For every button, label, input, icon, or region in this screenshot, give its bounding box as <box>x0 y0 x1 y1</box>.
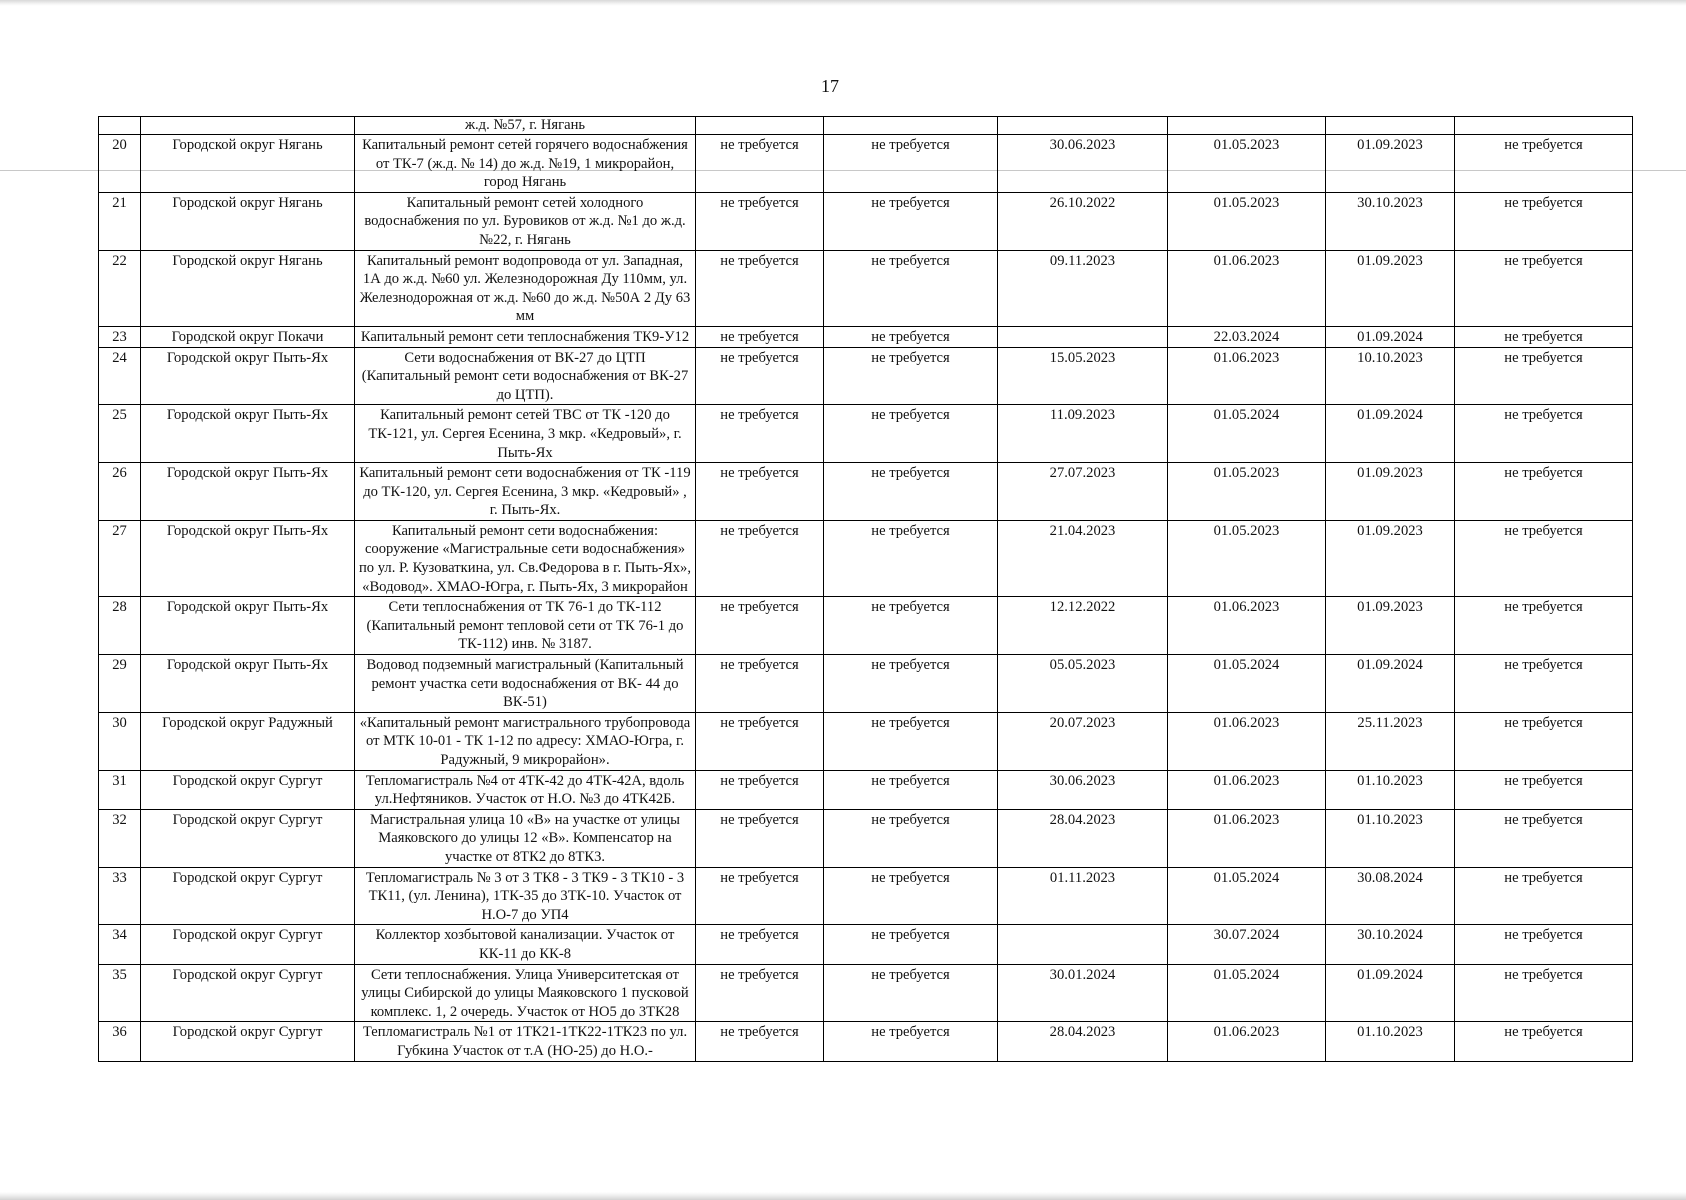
cell-col4: не требуется <box>696 250 824 326</box>
cell-col6 <box>998 117 1168 135</box>
cell-col7: 01.06.2023 <box>1168 250 1326 326</box>
cell-col6: 01.11.2023 <box>998 867 1168 925</box>
cell-col6: 05.05.2023 <box>998 655 1168 713</box>
cell-municipality: Городской округ Сургут <box>141 809 355 867</box>
cell-object: Капитальный ремонт сетей холодного водоснабжения по ул. Буровиков от ж.д. №1 до ж.д. №22, г. Нягань <box>355 192 696 250</box>
cell-col7: 01.06.2023 <box>1168 347 1326 405</box>
cell-object: Капитальный ремонт сетей ТВС от ТК -120 до ТК-121, ул. Сергея Есенина, 3 мкр. «Кедровый», г. Пыть-Ях <box>355 405 696 463</box>
cell-col8 <box>1326 117 1455 135</box>
cell-object: Капитальный ремонт водопровода от ул. Западная, 1А до ж.д. №60 ул. Железнодорожная Ду 110мм, ул. Железнодорожная от ж.д. №60 до ж.д. №50А 2 Ду 63 мм <box>355 250 696 326</box>
cell-col8: 30.10.2024 <box>1326 925 1455 964</box>
cell-object: ж.д. №57, г. Нягань <box>355 117 696 135</box>
cell-number: 29 <box>99 655 141 713</box>
table-row <box>99 925 1633 964</box>
cell-object: Коллектор хозбытовой канализации. Участок от КК-11 до КК-8 <box>355 925 696 964</box>
cell-col4: не требуется <box>696 597 824 655</box>
cell-municipality: Городской округ Покачи <box>141 326 355 347</box>
cell-number: 28 <box>99 597 141 655</box>
cell-municipality: Городской округ Пыть-Ях <box>141 347 355 405</box>
table-row <box>99 597 1633 655</box>
cell-col5: не требуется <box>824 405 998 463</box>
cell-col8: 01.09.2023 <box>1326 135 1455 193</box>
cell-number: 23 <box>99 326 141 347</box>
cell-municipality: Городской округ Пыть-Ях <box>141 655 355 713</box>
cell-number: 34 <box>99 925 141 964</box>
table-row <box>99 770 1633 809</box>
cell-col9: не требуется <box>1455 964 1633 1022</box>
cell-number: 32 <box>99 809 141 867</box>
cell-number: 24 <box>99 347 141 405</box>
cell-col8: 01.09.2023 <box>1326 520 1455 596</box>
cell-col9: не требуется <box>1455 770 1633 809</box>
cell-col6: 20.07.2023 <box>998 712 1168 770</box>
cell-col7: 01.05.2023 <box>1168 192 1326 250</box>
cell-col4: не требуется <box>696 520 824 596</box>
table-row <box>99 463 1633 521</box>
table-row <box>99 964 1633 1022</box>
cell-number: 27 <box>99 520 141 596</box>
cell-col8: 01.09.2024 <box>1326 405 1455 463</box>
cell-col7: 01.05.2024 <box>1168 964 1326 1022</box>
cell-col4: не требуется <box>696 867 824 925</box>
cell-municipality: Городской округ Нягань <box>141 135 355 193</box>
cell-number: 22 <box>99 250 141 326</box>
cell-col7: 01.06.2023 <box>1168 597 1326 655</box>
cell-col4: не требуется <box>696 655 824 713</box>
cell-col4: не требуется <box>696 1022 824 1061</box>
cell-municipality: Городской округ Пыть-Ях <box>141 520 355 596</box>
cell-col8: 30.10.2023 <box>1326 192 1455 250</box>
cell-number: 25 <box>99 405 141 463</box>
cell-municipality: Городской округ Нягань <box>141 250 355 326</box>
cell-col7: 01.06.2023 <box>1168 770 1326 809</box>
table-row <box>99 405 1633 463</box>
table-row <box>99 712 1633 770</box>
cell-col9: не требуется <box>1455 192 1633 250</box>
page-number: 17 <box>821 76 839 96</box>
table-row <box>99 809 1633 867</box>
cell-col8: 01.10.2023 <box>1326 770 1455 809</box>
cell-col5 <box>824 117 998 135</box>
cell-col8: 01.10.2023 <box>1326 1022 1455 1061</box>
cell-object: Тепломагистраль №4 от 4ТК-42 до 4ТК-42А, вдоль ул.Нефтяников. Участок от Н.О. №3 до 4ТК42Б. <box>355 770 696 809</box>
cell-col7: 01.05.2024 <box>1168 655 1326 713</box>
cell-col9: не требуется <box>1455 463 1633 521</box>
cell-col6: 30.01.2024 <box>998 964 1168 1022</box>
cell-col9: не требуется <box>1455 135 1633 193</box>
cell-col4: не требуется <box>696 925 824 964</box>
cell-number: 35 <box>99 964 141 1022</box>
cell-object: Сети теплоснабжения от ТК 76-1 до ТК-112 (Капитальный ремонт тепловой сети от ТК 76-1 до ТК-112) инв. № 3187. <box>355 597 696 655</box>
cell-col5: не требуется <box>824 867 998 925</box>
cell-col4: не требуется <box>696 405 824 463</box>
cell-object: Водовод подземный магистральный (Капитальный ремонт участка сети водоснабжения от ВК- 44 до ВК-51) <box>355 655 696 713</box>
cell-col6: 15.05.2023 <box>998 347 1168 405</box>
table-row <box>99 867 1633 925</box>
cell-col8: 01.09.2024 <box>1326 326 1455 347</box>
cell-object: Капитальный ремонт сети водоснабжения: сооружение «Магистральные сети водоснабжения» по ул. Р. Кузоваткина, ул. Св.Федорова в г. Пыть-Ях», «Водовод». ХМАО-Югра, г. Пыть-Ях, 3 микрорайон <box>355 520 696 596</box>
cell-municipality: Городской округ Сургут <box>141 925 355 964</box>
cell-col6: 12.12.2022 <box>998 597 1168 655</box>
cell-col4: не требуется <box>696 770 824 809</box>
cell-col5: не требуется <box>824 712 998 770</box>
cell-municipality: Городской округ Пыть-Ях <box>141 405 355 463</box>
table-row <box>99 655 1633 713</box>
cell-col4: не требуется <box>696 964 824 1022</box>
cell-col9: не требуется <box>1455 655 1633 713</box>
cell-col8: 10.10.2023 <box>1326 347 1455 405</box>
cell-col4: не требуется <box>696 326 824 347</box>
table-row <box>99 1022 1633 1061</box>
cell-col8: 01.09.2023 <box>1326 250 1455 326</box>
cell-number: 20 <box>99 135 141 193</box>
cell-object: Тепломагистраль №1 от 1ТК21-1ТК22-1ТК23 по ул. Губкина Участок от т.А (НО-25) до Н.О.- <box>355 1022 696 1061</box>
cell-col6: 28.04.2023 <box>998 809 1168 867</box>
cell-col7: 01.05.2023 <box>1168 520 1326 596</box>
table-row <box>99 250 1633 326</box>
cell-col8: 01.09.2023 <box>1326 597 1455 655</box>
cell-col5: не требуется <box>824 192 998 250</box>
cell-col9: не требуется <box>1455 405 1633 463</box>
cell-number: 21 <box>99 192 141 250</box>
cell-col5: не требуется <box>824 347 998 405</box>
cell-municipality: Городской округ Пыть-Ях <box>141 463 355 521</box>
cell-col9: не требуется <box>1455 250 1633 326</box>
cell-col7: 30.07.2024 <box>1168 925 1326 964</box>
scan-edge-bottom <box>0 1192 1686 1200</box>
cell-col5: не требуется <box>824 655 998 713</box>
cell-object: «Капитальный ремонт магистрального трубопровода от МТК 10-01 - ТК 1-12 по адресу: ХМАО-Югра, г. Радужный, 9 микрорайон». <box>355 712 696 770</box>
table-row <box>99 520 1633 596</box>
cell-col9: не требуется <box>1455 867 1633 925</box>
cell-col9: не требуется <box>1455 712 1633 770</box>
cell-number: 36 <box>99 1022 141 1061</box>
cell-col7: 01.05.2023 <box>1168 135 1326 193</box>
cell-number: 26 <box>99 463 141 521</box>
cell-col4: не требуется <box>696 135 824 193</box>
cell-number <box>99 117 141 135</box>
cell-number: 31 <box>99 770 141 809</box>
cell-object: Капитальный ремонт сети водоснабжения от ТК -119 до ТК-120, ул. Сергея Есенина, 3 мкр. «Кедровый» , г. Пыть-Ях. <box>355 463 696 521</box>
table-row <box>99 347 1633 405</box>
cell-col6: 09.11.2023 <box>998 250 1168 326</box>
cell-col5: не требуется <box>824 326 998 347</box>
table-row <box>99 326 1633 347</box>
cell-col5: не требуется <box>824 809 998 867</box>
cell-col9: не требуется <box>1455 1022 1633 1061</box>
cell-col4: не требуется <box>696 192 824 250</box>
cell-object: Сети теплоснабжения. Улица Университетская от улицы Сибирской до улицы Маяковского 1 пусковой комплекс. 1, 2 очередь. Участок от НО5 до 3ТК28 <box>355 964 696 1022</box>
cell-municipality: Городской округ Пыть-Ях <box>141 597 355 655</box>
cell-object: Тепломагистраль № 3 от 3 ТК8 - 3 ТК9 - 3 ТК10 - 3 ТК11, (ул. Ленина), 1ТК-35 до 3ТК-10. Участок от Н.О-7 до УП4 <box>355 867 696 925</box>
continuation-row <box>99 117 1633 135</box>
cell-col6: 28.04.2023 <box>998 1022 1168 1061</box>
cell-col7: 22.03.2024 <box>1168 326 1326 347</box>
cell-object: Магистральная улица 10 «В» на участке от улицы Маяковского до улицы 12 «В». Компенсатор на участке от 8ТК2 до 8ТК3. <box>355 809 696 867</box>
cell-col8: 25.11.2023 <box>1326 712 1455 770</box>
table-row <box>99 135 1633 193</box>
cell-col6: 26.10.2022 <box>998 192 1168 250</box>
cell-col9: не требуется <box>1455 347 1633 405</box>
cell-col7: 01.05.2023 <box>1168 463 1326 521</box>
cell-col5: не требуется <box>824 1022 998 1061</box>
cell-municipality: Городской округ Сургут <box>141 1022 355 1061</box>
cell-col4 <box>696 117 824 135</box>
cell-col6 <box>998 925 1168 964</box>
cell-col4: не требуется <box>696 347 824 405</box>
cell-col8: 01.09.2024 <box>1326 964 1455 1022</box>
cell-col5: не требуется <box>824 925 998 964</box>
scan-edge-top <box>0 0 1686 6</box>
cell-col6: 30.06.2023 <box>998 770 1168 809</box>
cell-col6: 30.06.2023 <box>998 135 1168 193</box>
cell-col4: не требуется <box>696 463 824 521</box>
cell-col5: не требуется <box>824 964 998 1022</box>
cell-object: Капитальный ремонт сетей горячего водоснабжения от ТК-7 (ж.д. № 14) до ж.д. №19, 1 микрорайон, город Нягань <box>355 135 696 193</box>
cell-col4: не требуется <box>696 809 824 867</box>
cell-municipality: Городской округ Радужный <box>141 712 355 770</box>
cell-col9: не требуется <box>1455 520 1633 596</box>
cell-col8: 01.10.2023 <box>1326 809 1455 867</box>
registry-table-body <box>99 117 1633 1062</box>
cell-col9: не требуется <box>1455 925 1633 964</box>
cell-col6: 11.09.2023 <box>998 405 1168 463</box>
cell-col7: 01.06.2023 <box>1168 712 1326 770</box>
cell-col5: не требуется <box>824 770 998 809</box>
table-row <box>99 192 1633 250</box>
cell-col7: 01.06.2023 <box>1168 1022 1326 1061</box>
cell-col5: не требуется <box>824 520 998 596</box>
cell-col6: 27.07.2023 <box>998 463 1168 521</box>
cell-col9: не требуется <box>1455 809 1633 867</box>
cell-col7: 01.06.2023 <box>1168 809 1326 867</box>
registry-table <box>98 116 1633 1062</box>
cell-object: Сети водоснабжения от ВК-27 до ЦТП (Капитальный ремонт сети водоснабжения от ВК-27 до ЦТП). <box>355 347 696 405</box>
cell-municipality: Городской округ Сургут <box>141 964 355 1022</box>
cell-object: Капитальный ремонт сети теплоснабжения ТК9-У12 <box>355 326 696 347</box>
cell-col9: не требуется <box>1455 597 1633 655</box>
cell-municipality: Городской округ Сургут <box>141 770 355 809</box>
cell-col6: 21.04.2023 <box>998 520 1168 596</box>
cell-col5: не требуется <box>824 135 998 193</box>
cell-col6 <box>998 326 1168 347</box>
cell-municipality: Городской округ Сургут <box>141 867 355 925</box>
cell-municipality <box>141 117 355 135</box>
cell-number: 33 <box>99 867 141 925</box>
cell-col8: 01.09.2024 <box>1326 655 1455 713</box>
cell-col5: не требуется <box>824 463 998 521</box>
cell-col8: 30.08.2024 <box>1326 867 1455 925</box>
cell-col7: 01.05.2024 <box>1168 405 1326 463</box>
cell-col7: 01.05.2024 <box>1168 867 1326 925</box>
cell-col5: не требуется <box>824 250 998 326</box>
cell-col4: не требуется <box>696 712 824 770</box>
cell-col8: 01.09.2023 <box>1326 463 1455 521</box>
cell-col9: не требуется <box>1455 326 1633 347</box>
cell-col5: не требуется <box>824 597 998 655</box>
cell-number: 30 <box>99 712 141 770</box>
cell-col9 <box>1455 117 1633 135</box>
cell-municipality: Городской округ Нягань <box>141 192 355 250</box>
cell-col7 <box>1168 117 1326 135</box>
